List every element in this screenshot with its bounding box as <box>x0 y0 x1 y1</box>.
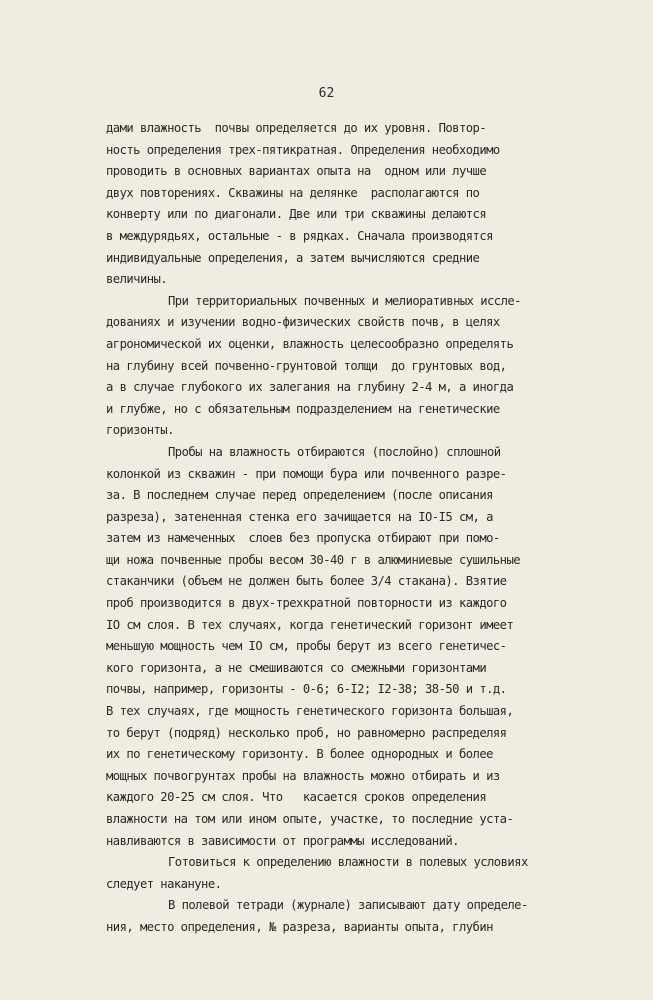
text-line: на глубину всей почвенно-грунтовой толщи до грунтовых вод, <box>106 358 507 373</box>
text-line: затем из намеченных слоев без пропуска отбирают при помо- <box>106 531 500 546</box>
text-line: разреза), затененная стенка его зачищается на IO-I5 см, а <box>106 509 493 524</box>
text-line: стаканчики (объем не должен быть более 3/4 стакана). Взятие <box>106 574 507 589</box>
text-line: конверту или по диагонали. Две или три скважины делаются <box>106 207 487 222</box>
text-line: то берут (подряд) несколько проб, но равномерно распределяя <box>106 725 507 740</box>
text-line: В полевой тетради (журнале) записывают дату определе- <box>168 898 528 913</box>
page-number: 62 <box>318 86 335 101</box>
text-line: за. В последнем случае перед определением (после описания <box>106 488 493 503</box>
text-line: проводить в основных вариантах опыта на одном или лучше <box>106 164 487 179</box>
text-line: в междурядьях, остальные - в рядках. Сначала производятся <box>106 228 493 243</box>
text-line: следует накануне. <box>106 876 222 891</box>
text-line: проб производится в двух-трехкратной повторности из каждого <box>106 596 507 611</box>
text-line: колонкой из скважин - при помощи бура или почвенного разре- <box>106 466 507 481</box>
text-line: Готовиться к определению влажности в полевых условиях <box>168 855 528 870</box>
text-line: дованиях и изучении водно-физических свойств почв, в целях <box>106 315 500 330</box>
text-line: IO см слоя. В тех случаях, когда генетический горизонт имеет <box>106 617 514 632</box>
body-text <box>106 118 606 939</box>
text-line: меньшую мощность чем IO см, пробы берут из всего генетичес- <box>106 639 507 654</box>
text-line: почвы, например, горизонты - 0-6; 6-I2; I2-38; 38-50 и т.д. <box>106 682 507 697</box>
text-line: индивидуальные определения, а затем вычисляются средние <box>106 250 480 265</box>
text-line: ность определения трех-пятикратная. Определения необходимо <box>106 142 500 157</box>
text-line: величины. <box>106 272 168 287</box>
text-line: а в случае глубокого их залегания на глубину 2-4 м, а иногда <box>106 380 514 395</box>
text-line: влажности на том или ином опыте, участке, то последние уста- <box>106 812 514 826</box>
text-line: и глубже, но с обязательным подразделением на генетические <box>106 401 500 416</box>
text-line: Пробы на влажность отбираются (послойно) сплошной <box>168 444 501 459</box>
text-line: ния, место определения, № разреза, варианты опыта, глубин <box>106 919 493 934</box>
text-line: При территориальных почвенных и мелиоративных иссле- <box>168 293 521 308</box>
text-line: мощных почвогрунтах пробы на влажность можно отбирать и из <box>106 768 500 783</box>
text-line: В тех случаях, где мощность генетического горизонта большая, <box>106 704 514 719</box>
text-line: агрономической их оценки, влажность целесообразно определять <box>106 336 514 351</box>
text-line: каждого 20-25 см слоя. Что касается сроков определения <box>106 790 487 805</box>
text-line: горизонты. <box>106 423 174 438</box>
text-line: дами влажность почвы определяется до их уровня. Повтор- <box>106 121 487 135</box>
text-line: кого горизонта, а не смешиваются со смежными горизонтами <box>106 660 487 675</box>
text-line: их по генетическому горизонту. В более однородных и более <box>106 747 493 762</box>
text-line: навливаются в зависимости от программы исследований. <box>106 833 459 848</box>
text-line: двух повторениях. Скважины на делянке располагаются по <box>106 185 480 200</box>
text-line: щи ножа почвенные пробы весом 30-40 г в алюминиевые сушильные <box>106 552 521 567</box>
